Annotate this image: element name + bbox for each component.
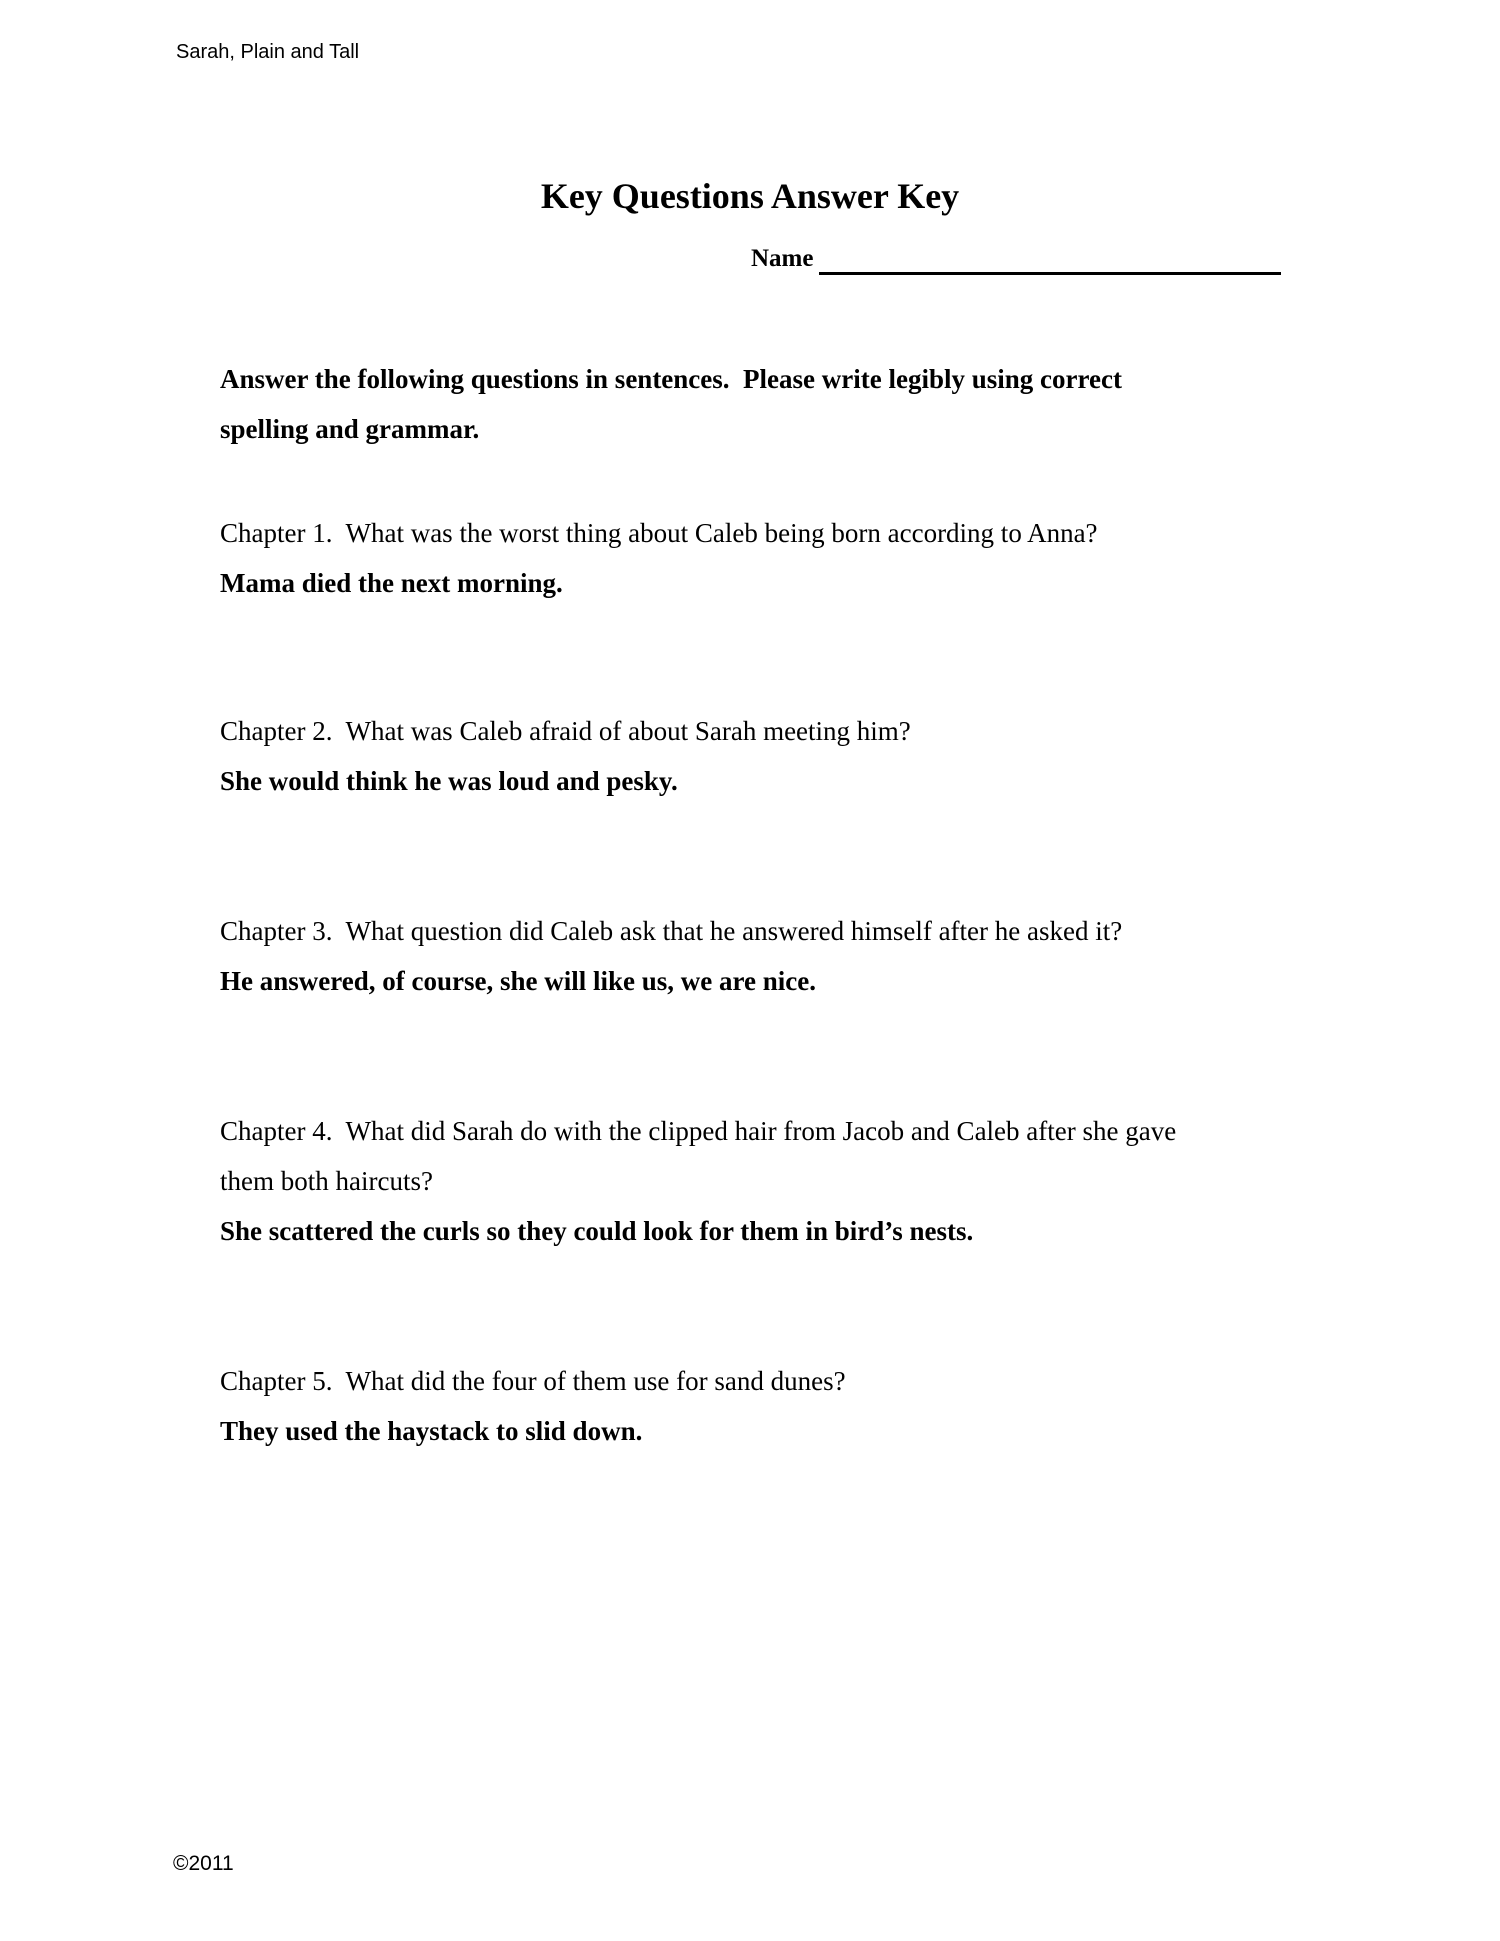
page-title: Key Questions Answer Key bbox=[540, 176, 960, 216]
copyright-footer: ©2011 bbox=[173, 1852, 234, 1875]
chapter-3-question: Chapter 3. What question did Caleb ask that he answered himself after he asked it? bbox=[220, 916, 1123, 946]
chapter-1-block bbox=[220, 508, 1310, 608]
chapter-4-question-line-1: Chapter 4. What did Sarah do with the clipped hair from Jacob and Caleb after she gave bbox=[220, 1116, 1177, 1146]
chapter-5-question: Chapter 5. What did the four of them use for sand dunes? bbox=[220, 1366, 846, 1396]
chapter-1-answer: Mama died the next morning. bbox=[220, 568, 563, 598]
chapter-3-answer: He answered, of course, she will like us, we are nice. bbox=[220, 966, 816, 996]
chapter-4-question-line-2: them both haircuts? bbox=[220, 1166, 433, 1196]
chapter-5-block bbox=[220, 1356, 1310, 1456]
instructions bbox=[220, 354, 1310, 454]
chapter-3-block bbox=[220, 906, 1310, 1006]
instructions-line-2: spelling and grammar. bbox=[220, 414, 480, 444]
chapter-2-question: Chapter 2. What was Caleb afraid of about Sarah meeting him? bbox=[220, 716, 911, 746]
chapter-1-question: Chapter 1. What was the worst thing about Caleb being born according to Anna? bbox=[220, 518, 1098, 548]
chapter-4-block bbox=[220, 1106, 1310, 1256]
chapter-2-block bbox=[220, 706, 1310, 806]
name-label: Name bbox=[751, 245, 814, 272]
name-field-row bbox=[751, 243, 1281, 275]
instructions-line-1: Answer the following questions in sentences. Please write legibly using correct bbox=[220, 364, 1122, 394]
book-title-header: Sarah, Plain and Tall bbox=[176, 41, 360, 63]
name-blank-line bbox=[819, 245, 1281, 275]
chapter-4-answer: She scattered the curls so they could look for them in bird’s nests. bbox=[220, 1216, 974, 1246]
chapter-2-answer: She would think he was loud and pesky. bbox=[220, 766, 678, 796]
chapter-5-answer: They used the haystack to slid down. bbox=[220, 1416, 643, 1446]
